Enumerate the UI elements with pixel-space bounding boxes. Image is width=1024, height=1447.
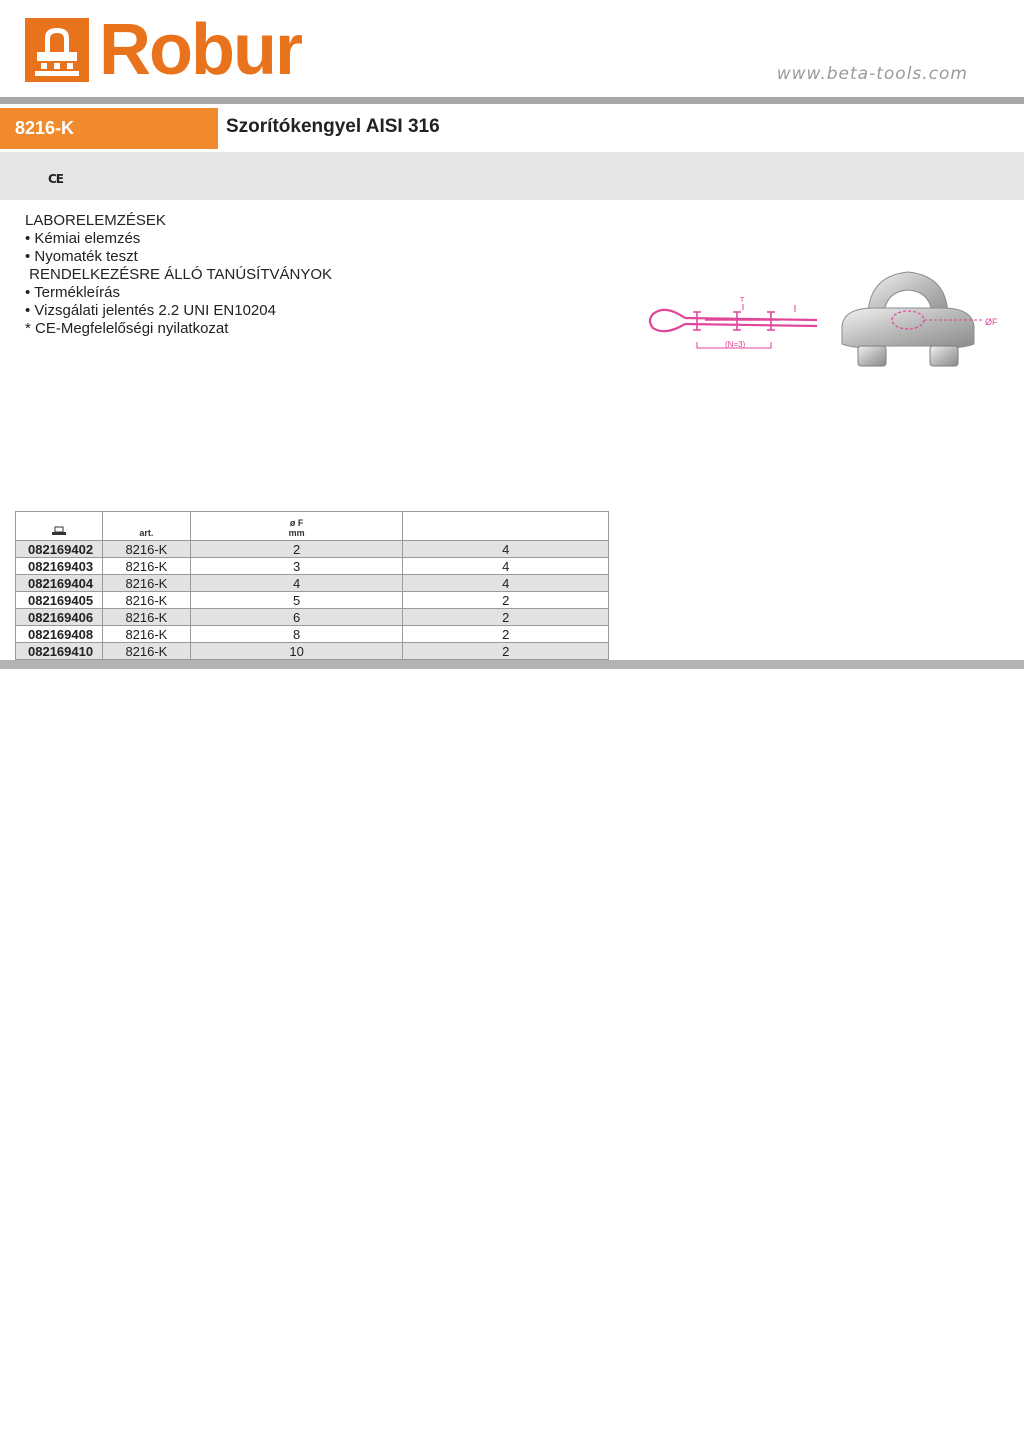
- lab-info-line: * CE-Megfelelőségi nyilatkozat: [25, 320, 229, 337]
- item-quantity: 2: [403, 643, 609, 660]
- table-row: [16, 541, 609, 558]
- table-header-row: [16, 512, 609, 541]
- item-art: 8216-K: [102, 626, 190, 643]
- item-art: 8216-K: [102, 558, 190, 575]
- item-art: 8216-K: [102, 541, 190, 558]
- item-code: 082169405: [16, 592, 103, 609]
- certification-band: [0, 152, 1024, 200]
- ce-mark-icon: CE: [48, 172, 64, 186]
- column-header-quantity: [403, 512, 609, 541]
- lab-info-line: • Vizsgálati jelentés 2.2 UNI EN10204: [25, 302, 276, 319]
- wire-clip-photo: [838, 262, 1004, 376]
- item-diameter: 10: [190, 643, 403, 660]
- item-code: 082169404: [16, 575, 103, 592]
- lab-info-line: • Nyomaték teszt: [25, 248, 138, 265]
- item-diameter: 6: [190, 609, 403, 626]
- logo-emblem-icon: [25, 18, 89, 82]
- product-code: 8216-K: [15, 118, 75, 138]
- column-header-art: art.: [102, 512, 190, 541]
- item-quantity: 2: [403, 626, 609, 643]
- item-code: 082169402: [16, 541, 103, 558]
- lab-info-line: LABORELEMZÉSEK: [25, 212, 166, 229]
- spec-table: [15, 511, 609, 660]
- table-row: [16, 575, 609, 592]
- item-code: 082169403: [16, 558, 103, 575]
- lab-info-list: [25, 212, 332, 338]
- item-code: 082169408: [16, 626, 103, 643]
- table-row: [16, 609, 609, 626]
- item-diameter: 3: [190, 558, 403, 575]
- item-art: 8216-K: [102, 575, 190, 592]
- website-url[interactable]: www.beta-tools.com: [776, 64, 968, 84]
- table-row: [16, 592, 609, 609]
- item-diameter: 2: [190, 541, 403, 558]
- item-diameter: 4: [190, 575, 403, 592]
- item-diameter: 5: [190, 592, 403, 609]
- diagram-label-n: (N=3): [725, 340, 746, 349]
- table-row: [16, 558, 609, 575]
- item-quantity: 2: [403, 592, 609, 609]
- product-title: Szorítókengyel AISI 316: [226, 116, 440, 137]
- item-code: 082169410: [16, 643, 103, 660]
- item-quantity: 4: [403, 541, 609, 558]
- item-quantity: 4: [403, 558, 609, 575]
- item-quantity: 2: [403, 609, 609, 626]
- header-divider: [0, 97, 1024, 104]
- item-art: 8216-K: [102, 609, 190, 626]
- robur-logo: [25, 10, 345, 90]
- rope-clip-diagram: [645, 290, 825, 360]
- brand-name: Robur: [99, 10, 301, 90]
- footer-divider: [0, 660, 1024, 669]
- column-header-diameter-unit: mm: [288, 528, 305, 538]
- item-art: 8216-K: [102, 592, 190, 609]
- lab-info-line: • Kémiai elemzés: [25, 230, 141, 247]
- package-icon: [16, 512, 103, 541]
- column-header-diameter: [190, 512, 403, 541]
- item-quantity: 4: [403, 575, 609, 592]
- item-diameter: 8: [190, 626, 403, 643]
- diagram-label-t: T: [740, 297, 745, 304]
- item-code: 082169406: [16, 609, 103, 626]
- column-header-diameter-symbol: ø F: [289, 518, 304, 528]
- table-row: [16, 626, 609, 643]
- table-row: [16, 643, 609, 660]
- item-art: 8216-K: [102, 643, 190, 660]
- lab-info-line: RENDELKEZÉSRE ÁLLÓ TANÚSÍTVÁNYOK: [25, 266, 333, 283]
- diagram-label-f: ØF: [985, 317, 998, 327]
- lab-info-line: • Termékleírás: [25, 284, 121, 301]
